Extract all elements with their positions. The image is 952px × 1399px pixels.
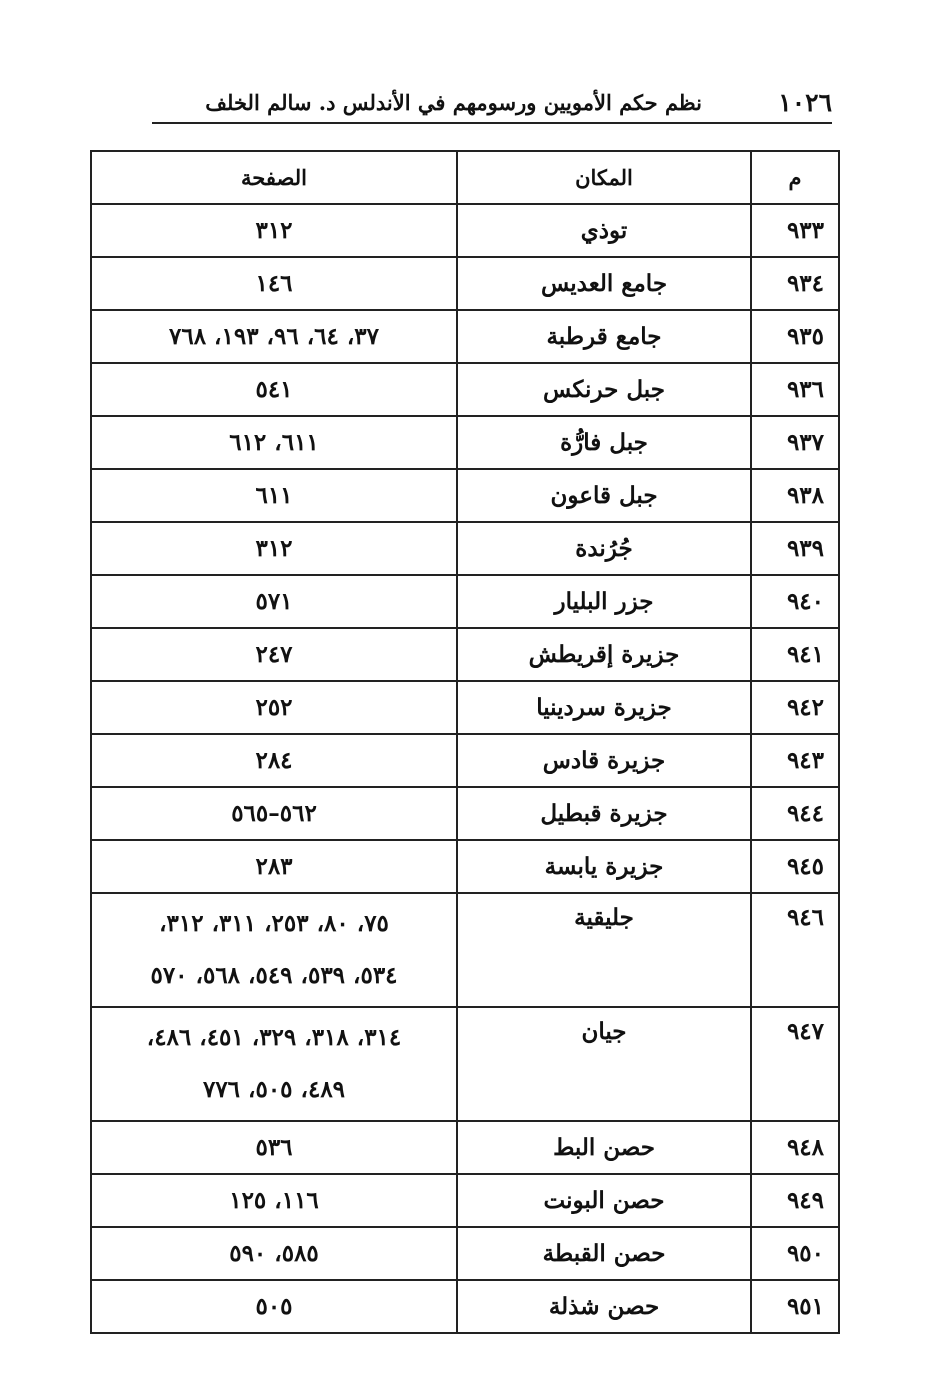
page-header [152,86,832,124]
table-row [91,681,839,734]
row-place: حصن القبطة [457,1227,751,1280]
table-row [91,204,839,257]
row-pages: ٣٧، ٦٤، ٩٦، ١٩٣، ٧٦٨ [91,310,457,363]
table-row [91,469,839,522]
row-num: ٩٤٣ [751,734,839,787]
row-place: جامع العديس [457,257,751,310]
row-place: جزيرة إقريطش [457,628,751,681]
row-place: جامع قرطبة [457,310,751,363]
row-pages: ٢٨٤ [91,734,457,787]
row-pages [91,1007,457,1121]
row-pages: ٢٥٢ [91,681,457,734]
row-pages: ٥٧١ [91,575,457,628]
table-row [91,1280,839,1333]
row-num: ٩٤٠ [751,575,839,628]
row-num: ٩٣٤ [751,257,839,310]
table-row [91,575,839,628]
row-pages: ٣١٢ [91,204,457,257]
row-place: جزيرة يابسة [457,840,751,893]
row-pages: ١٤٦ [91,257,457,310]
book-title: نظم حكم الأمويين ورسومهم في الأندلس د. سالم الخلف [205,90,702,115]
row-pages: ١١٦، ١٢٥ [91,1174,457,1227]
row-place: جبل حرنكس [457,363,751,416]
table-row [91,628,839,681]
row-place: جزيرة قادس [457,734,751,787]
row-pages: ٦١١، ٦١٢ [91,416,457,469]
row-num: ٩٣٦ [751,363,839,416]
page-number: ١٠٢٦ [778,88,832,117]
row-num: ٩٥٠ [751,1227,839,1280]
row-pages: ٢٨٣ [91,840,457,893]
row-place: توذي [457,204,751,257]
table-row [91,416,839,469]
row-num: ٩٤٩ [751,1174,839,1227]
row-place: جليقية [457,893,751,1007]
table-row [91,363,839,416]
table-row [91,522,839,575]
table-row [91,257,839,310]
row-num: ٩٤١ [751,628,839,681]
row-num: ٩٣٣ [751,204,839,257]
row-place: جُرُندة [457,522,751,575]
row-num: ٩٤٦ [751,893,839,1007]
table-header-row [91,151,839,204]
row-pages-line-1: ٧٥، ٨٠، ٢٥٣، ٣١١، ٣١٢، [159,910,389,937]
column-header-num: م [751,151,839,204]
row-pages: ٥٨٥، ٥٩٠ [91,1227,457,1280]
table-row [91,893,839,1007]
row-num: ٩٤٥ [751,840,839,893]
row-place: حصن البونت [457,1174,751,1227]
row-num: ٩٤٢ [751,681,839,734]
row-pages-line-1: ٣١٤، ٣١٨، ٣٢٩، ٤٥١، ٤٨٦، [146,1024,402,1051]
row-pages: ٦١١ [91,469,457,522]
row-num: ٩٤٧ [751,1007,839,1121]
row-pages: ٣١٢ [91,522,457,575]
row-pages-line-2: ٥٣٤، ٥٣٩، ٥٤٩، ٥٦٨، ٥٧٠ [150,962,398,989]
row-num: ٩٣٥ [751,310,839,363]
row-pages [91,893,457,1007]
row-pages: ٥٤١ [91,363,457,416]
row-place: جبل فارُّة [457,416,751,469]
row-num: ٩٣٧ [751,416,839,469]
column-header-place: المكان [457,151,751,204]
row-num: ٩٣٨ [751,469,839,522]
row-pages-line-2: ٤٨٩، ٥٠٥، ٧٧٦ [202,1076,346,1103]
places-index-table [90,150,840,1334]
row-place: حصن شذلة [457,1280,751,1333]
table-row [91,1007,839,1121]
row-num: ٩٤٤ [751,787,839,840]
column-header-pages: الصفحة [91,151,457,204]
row-place: حصن البط [457,1121,751,1174]
table-row [91,734,839,787]
row-pages: ٥٣٦ [91,1121,457,1174]
table-row [91,1174,839,1227]
row-place: جيان [457,1007,751,1121]
row-num: ٩٤٨ [751,1121,839,1174]
row-pages: ٥٦٢–٥٦٥ [91,787,457,840]
row-place: جزر البليار [457,575,751,628]
table-row [91,310,839,363]
row-num: ٩٥١ [751,1280,839,1333]
table-row [91,1121,839,1174]
row-place: جزيرة سردينيا [457,681,751,734]
table-row [91,1227,839,1280]
row-place: جزيرة قبطيل [457,787,751,840]
row-place: جبل قاعون [457,469,751,522]
row-pages: ٥٠٥ [91,1280,457,1333]
row-num: ٩٣٩ [751,522,839,575]
table-row [91,840,839,893]
table-row [91,787,839,840]
row-pages: ٢٤٧ [91,628,457,681]
